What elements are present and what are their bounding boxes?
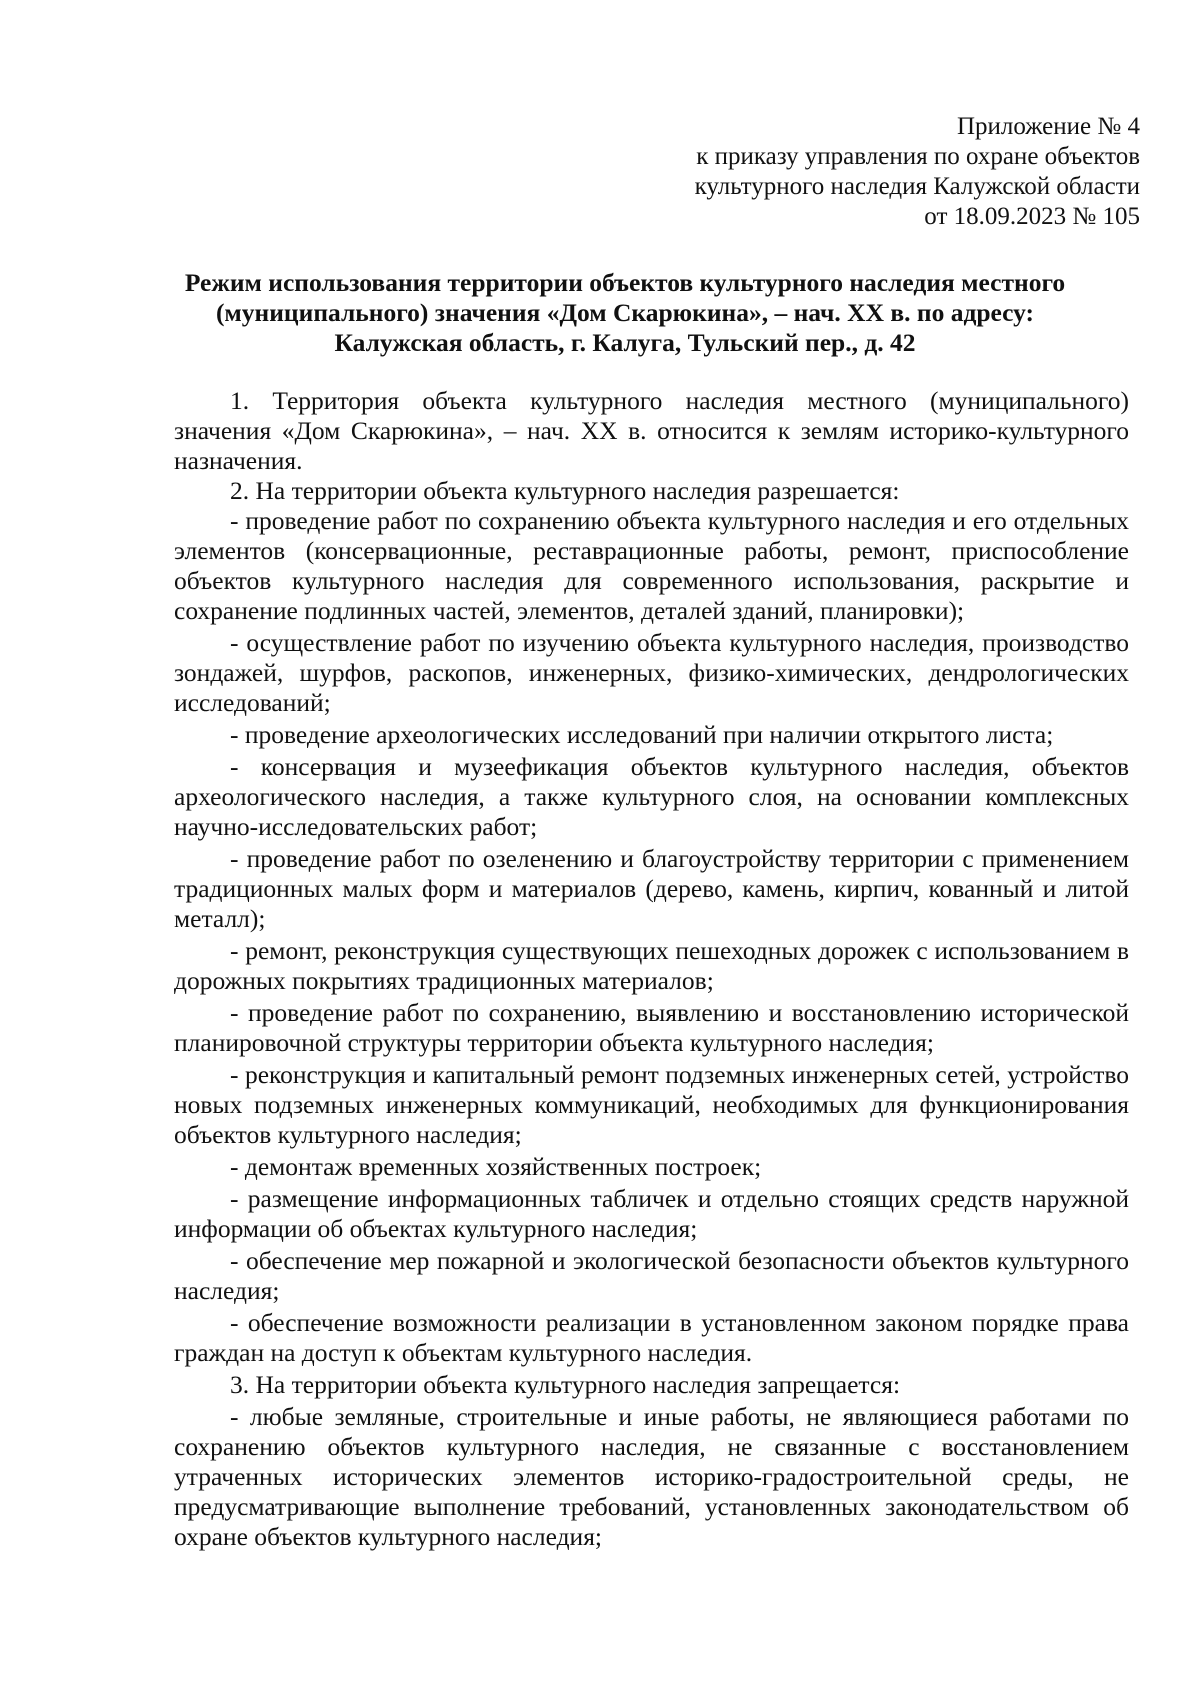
allowed-item: - ремонт, реконструкция существующих пешеходных дорожек с использованием в дорожных покрытиях традиционных материалов; xyxy=(174,936,1129,995)
allowed-item: - реконструкция и капитальный ремонт подземных инженерных сетей, устройство новых подземных инженерных коммуникаций, необходимых для функционирования объектов культурного наследия; xyxy=(174,1060,1129,1149)
allowed-item: - обеспечение мер пожарной и экологической безопасности объектов культурного наследия; xyxy=(174,1246,1129,1305)
appendix-order-date: от 18.09.2023 № 105 xyxy=(924,203,1140,230)
allowed-item: - осуществление работ по изучению объекта культурного наследия, производство зондажей, шурфов, раскопов, инженерных, физико-химических, дендрологических исследований; xyxy=(174,628,1129,717)
appendix-number: Приложение № 4 xyxy=(956,113,1140,140)
appendix-order-ref: к приказу управления по охране объектов xyxy=(696,143,1140,170)
allowed-item: - консервация и музеефикация объектов культурного наследия, объектов археологического наследия, а также культурного слоя, на основании комплексных научно-исследовательских работ; xyxy=(174,752,1129,841)
paragraph-1: 1. Территория объекта культурного наследия местного (муниципального) значения «Дом Скарюкина», – нач. XX в. относится к землям историко-культурного назначения. xyxy=(174,386,1129,475)
allowed-item: - размещение информационных табличек и отдельно стоящих средств наружной информации об объектах культурного наследия; xyxy=(174,1184,1129,1243)
title-line-1: Режим использования территории объектов культурного наследия местного xyxy=(184,268,1066,297)
prohibited-item: - любые земляные, строительные и иные работы, не являющиеся работами по сохранению объектов культурного наследия, не связанные с восстановлением утраченных исторических элементов историко-градостроительной среды, не предусматривающие выполнение требований, установленных законодательством об охране объектов культурного наследия; xyxy=(174,1402,1129,1551)
paragraph-2: 2. На территории объекта культурного наследия разрешается: xyxy=(230,476,900,505)
allowed-item: - демонтаж временных хозяйственных построек; xyxy=(230,1152,762,1181)
allowed-item: - обеспечение возможности реализации в установленном законом порядке права граждан на доступ к объектам культурного наследия. xyxy=(174,1308,1129,1367)
allowed-item: - проведение работ по сохранению, выявлению и восстановлению исторической планировочной структуры территории объекта культурного наследия; xyxy=(174,998,1129,1057)
allowed-item: - проведение археологических исследований при наличии открытого листа; xyxy=(230,720,1054,749)
allowed-item: - проведение работ по озеленению и благоустройству территории с применением традиционных малых форм и материалов (дерево, камень, кирпич, кованный и литой металл); xyxy=(174,844,1129,933)
appendix-header xyxy=(560,112,1140,232)
document-title xyxy=(150,268,1100,358)
paragraph-3: 3. На территории объекта культурного наследия запрещается: xyxy=(230,1370,901,1399)
appendix-authority: культурного наследия Калужской области xyxy=(694,173,1140,200)
allowed-item: - проведение работ по сохранению объекта культурного наследия и его отдельных элементов (консервационные, реставрационные работы, ремонт, приспособление объектов культурного наследия для современного использования, раскрытие и сохранение подлинных частей, элементов, деталей зданий, планировки); xyxy=(174,506,1129,625)
document-body xyxy=(174,386,1129,1552)
title-line-3: Калужская область, г. Калуга, Тульский пер., д. 42 xyxy=(334,328,916,357)
title-line-2: (муниципального) значения «Дом Скарюкина», – нач. XX в. по адресу: xyxy=(215,298,1035,327)
